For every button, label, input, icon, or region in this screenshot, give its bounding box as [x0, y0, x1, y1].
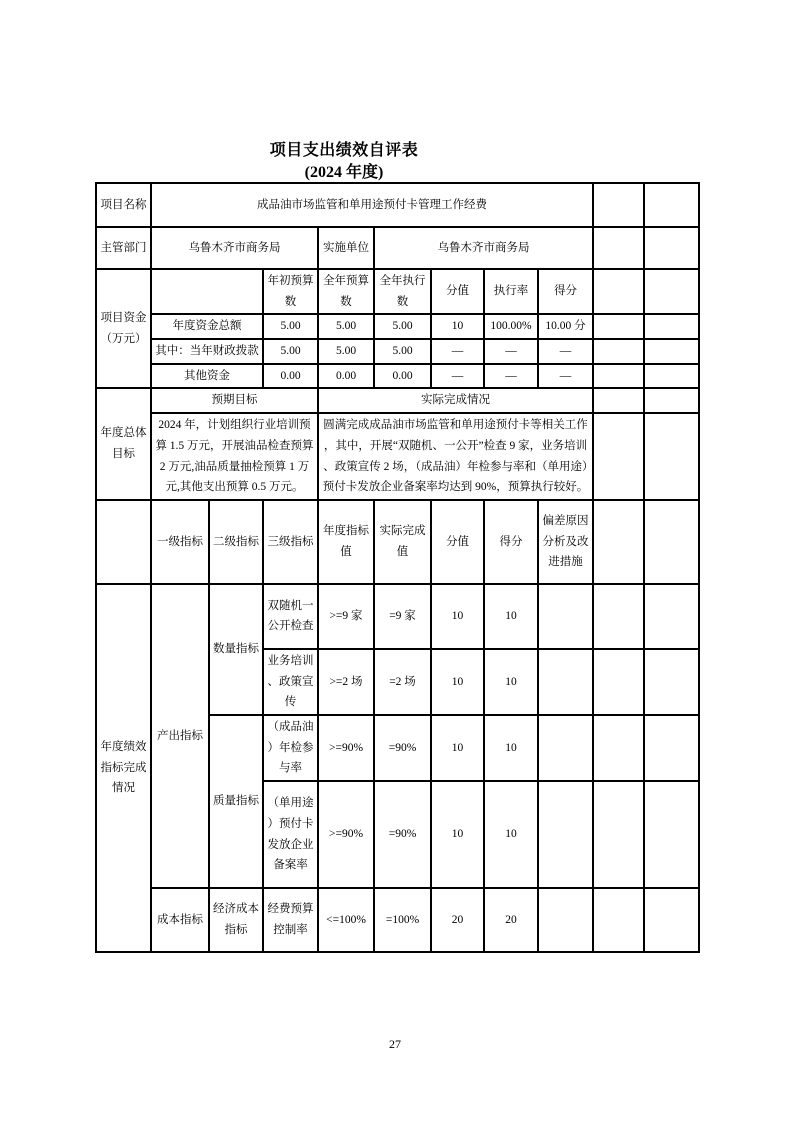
score-cell: 10	[431, 781, 484, 888]
department-value-cell: 乌鲁木齐市商务局	[151, 227, 318, 269]
funds-row-total	[96, 314, 699, 339]
project-name-label-cell: 项目名称	[96, 183, 151, 227]
empty-cell	[593, 314, 644, 339]
deviation-cell	[538, 781, 593, 888]
level3-indicator-cell: 业务培训、政策宣传	[263, 649, 318, 715]
empty-cell	[593, 364, 644, 389]
score-cell: 10	[431, 649, 484, 715]
funds-row-label: 其中：当年财政拨款	[151, 339, 263, 364]
actual-completion-text-cell: 圆满完成成品油市场监管和单用途预付卡等相关工作，其中，开展“双随机、一公开”检查 9 家，业务培训、政策宣传 2 场，（成品油）年检参与率和（单用途）预付卡发放企业备案率均达到 90%，预算执行较好。	[318, 413, 593, 500]
indicator-row	[96, 584, 699, 649]
indicator-header-row	[96, 500, 699, 584]
indicator-row	[96, 888, 699, 952]
score-cell: 10	[431, 715, 484, 781]
empty-cell	[593, 715, 644, 781]
target-value-cell: <=100%	[318, 888, 374, 952]
funds-header-row	[96, 269, 699, 314]
funds-value: 100.00%	[484, 314, 538, 339]
goal-header-row	[96, 388, 699, 413]
indicator-header-l3: 三级指标	[263, 500, 318, 584]
empty-cell	[96, 500, 151, 584]
funds-row-other	[96, 364, 699, 389]
empty-cell	[644, 339, 699, 364]
funds-col-header: 年初预算数	[263, 269, 318, 314]
empty-cell	[644, 364, 699, 389]
empty-cell	[644, 500, 699, 584]
funds-value: 0.00	[318, 364, 374, 389]
empty-cell	[593, 183, 644, 227]
funds-value: 5.00	[263, 339, 318, 364]
indicator-header-actual: 实际完成值	[374, 500, 431, 584]
empty-cell	[593, 781, 644, 888]
points-cell: 10	[484, 715, 538, 781]
funds-value: —	[484, 339, 538, 364]
expected-goal-header-cell: 预期目标	[151, 388, 318, 413]
empty-cell	[644, 888, 699, 952]
expected-goal-text-cell: 2024 年，计划组织行业培训预算 1.5 万元，开展油品检查预算 2 万元,油品质量抽检预算 1 万元,其他支出预算 0.5 万元。	[151, 413, 318, 500]
title-block	[0, 141, 688, 182]
goal-section-label-cell: 年度总体目标	[96, 388, 151, 499]
level1-indicator-cell: 产出指标	[151, 584, 209, 888]
deviation-cell	[538, 649, 593, 715]
funds-value: 5.00	[374, 339, 431, 364]
implement-unit-label-cell: 实施单位	[318, 227, 374, 269]
funds-value: 0.00	[263, 364, 318, 389]
deviation-cell	[538, 715, 593, 781]
level2-indicator-cell: 经济成本指标	[209, 888, 263, 952]
perf-section-label-cell: 年度绩效指标完成情况	[96, 584, 151, 952]
funds-section-label-cell: 项目资金 （万元）	[96, 269, 151, 388]
level2-indicator-cell: 质量指标	[209, 715, 263, 888]
indicator-header-points: 得分	[484, 500, 538, 584]
deviation-cell	[538, 584, 593, 649]
empty-cell	[644, 715, 699, 781]
empty-cell	[593, 649, 644, 715]
empty-cell	[644, 388, 699, 413]
level2-indicator-cell: 数量指标	[209, 584, 263, 715]
empty-cell	[644, 584, 699, 649]
page-number: 27	[389, 1037, 401, 1051]
funds-col-header: 全年预算数	[318, 269, 374, 314]
funds-col-header: 分值	[431, 269, 484, 314]
actual-value-cell: =90%	[374, 715, 431, 781]
funds-value: —	[538, 364, 593, 389]
points-cell: 10	[484, 781, 538, 888]
indicator-header-l1: 一级指标	[151, 500, 209, 584]
empty-cell	[644, 413, 699, 500]
actual-value-cell: =90%	[374, 781, 431, 888]
actual-value-cell: =2 场	[374, 649, 431, 715]
level1-indicator-cell: 成本指标	[151, 888, 209, 952]
actual-value-cell: =100%	[374, 888, 431, 952]
points-cell: 10	[484, 649, 538, 715]
empty-cell	[593, 584, 644, 649]
page-title: 项目支出绩效自评表	[269, 142, 419, 159]
funds-value: —	[431, 339, 484, 364]
project-name-row	[96, 183, 699, 227]
funds-col-header: 执行率	[484, 269, 538, 314]
score-cell: 20	[431, 888, 484, 952]
empty-cell	[593, 227, 644, 269]
empty-cell	[593, 388, 644, 413]
score-cell: 10	[431, 584, 484, 649]
target-value-cell: >=90%	[318, 781, 374, 888]
funds-value: 5.00	[318, 339, 374, 364]
level3-indicator-cell: （单用途）预付卡发放企业备案率	[263, 781, 318, 888]
self-evaluation-table	[95, 182, 700, 953]
department-row	[96, 227, 699, 269]
funds-value: 5.00	[318, 314, 374, 339]
funds-col-header: 全年执行数	[374, 269, 431, 314]
funds-value: 10	[431, 314, 484, 339]
funds-value: —	[538, 339, 593, 364]
page-subtitle: (2024 年度)	[304, 164, 384, 182]
points-cell: 20	[484, 888, 538, 952]
empty-cell	[644, 649, 699, 715]
deviation-cell	[538, 888, 593, 952]
funds-row-label: 其他资金	[151, 364, 263, 389]
target-value-cell: >=90%	[318, 715, 374, 781]
target-value-cell: >=2 场	[318, 649, 374, 715]
department-label-cell: 主管部门	[96, 227, 151, 269]
target-value-cell: >=9 家	[318, 584, 374, 649]
empty-cell	[593, 339, 644, 364]
indicator-header-l2: 二级指标	[209, 500, 263, 584]
empty-cell	[644, 269, 699, 314]
level3-indicator-cell: 双随机一公开检查	[263, 584, 318, 649]
empty-cell	[151, 269, 263, 314]
actual-completion-header-cell: 实际完成情况	[318, 388, 593, 413]
indicator-header-deviation: 偏差原因分析及改进措施	[538, 500, 593, 584]
goal-text-row	[96, 413, 699, 500]
indicator-header-target: 年度指标值	[318, 500, 374, 584]
empty-cell	[593, 413, 644, 500]
level3-indicator-cell: 经费预算控制率	[263, 888, 318, 952]
funds-row-fiscal	[96, 339, 699, 364]
funds-value: —	[484, 364, 538, 389]
indicator-header-score: 分值	[431, 500, 484, 584]
empty-cell	[593, 269, 644, 314]
empty-cell	[593, 500, 644, 584]
points-cell: 10	[484, 584, 538, 649]
project-name-value-cell: 成品油市场监管和单用途预付卡管理工作经费	[151, 183, 593, 227]
funds-row-label: 年度资金总额	[151, 314, 263, 339]
funds-value: 5.00	[374, 314, 431, 339]
empty-cell	[644, 227, 699, 269]
level3-indicator-cell: （成品油）年检参与率	[263, 715, 318, 781]
funds-col-header: 得分	[538, 269, 593, 314]
funds-value: 5.00	[263, 314, 318, 339]
funds-value: —	[431, 364, 484, 389]
empty-cell	[644, 781, 699, 888]
empty-cell	[593, 888, 644, 952]
empty-cell	[644, 183, 699, 227]
implement-unit-value-cell: 乌鲁木齐市商务局	[374, 227, 593, 269]
empty-cell	[644, 314, 699, 339]
actual-value-cell: =9 家	[374, 584, 431, 649]
funds-value: 0.00	[374, 364, 431, 389]
funds-value: 10.00 分	[538, 314, 593, 339]
